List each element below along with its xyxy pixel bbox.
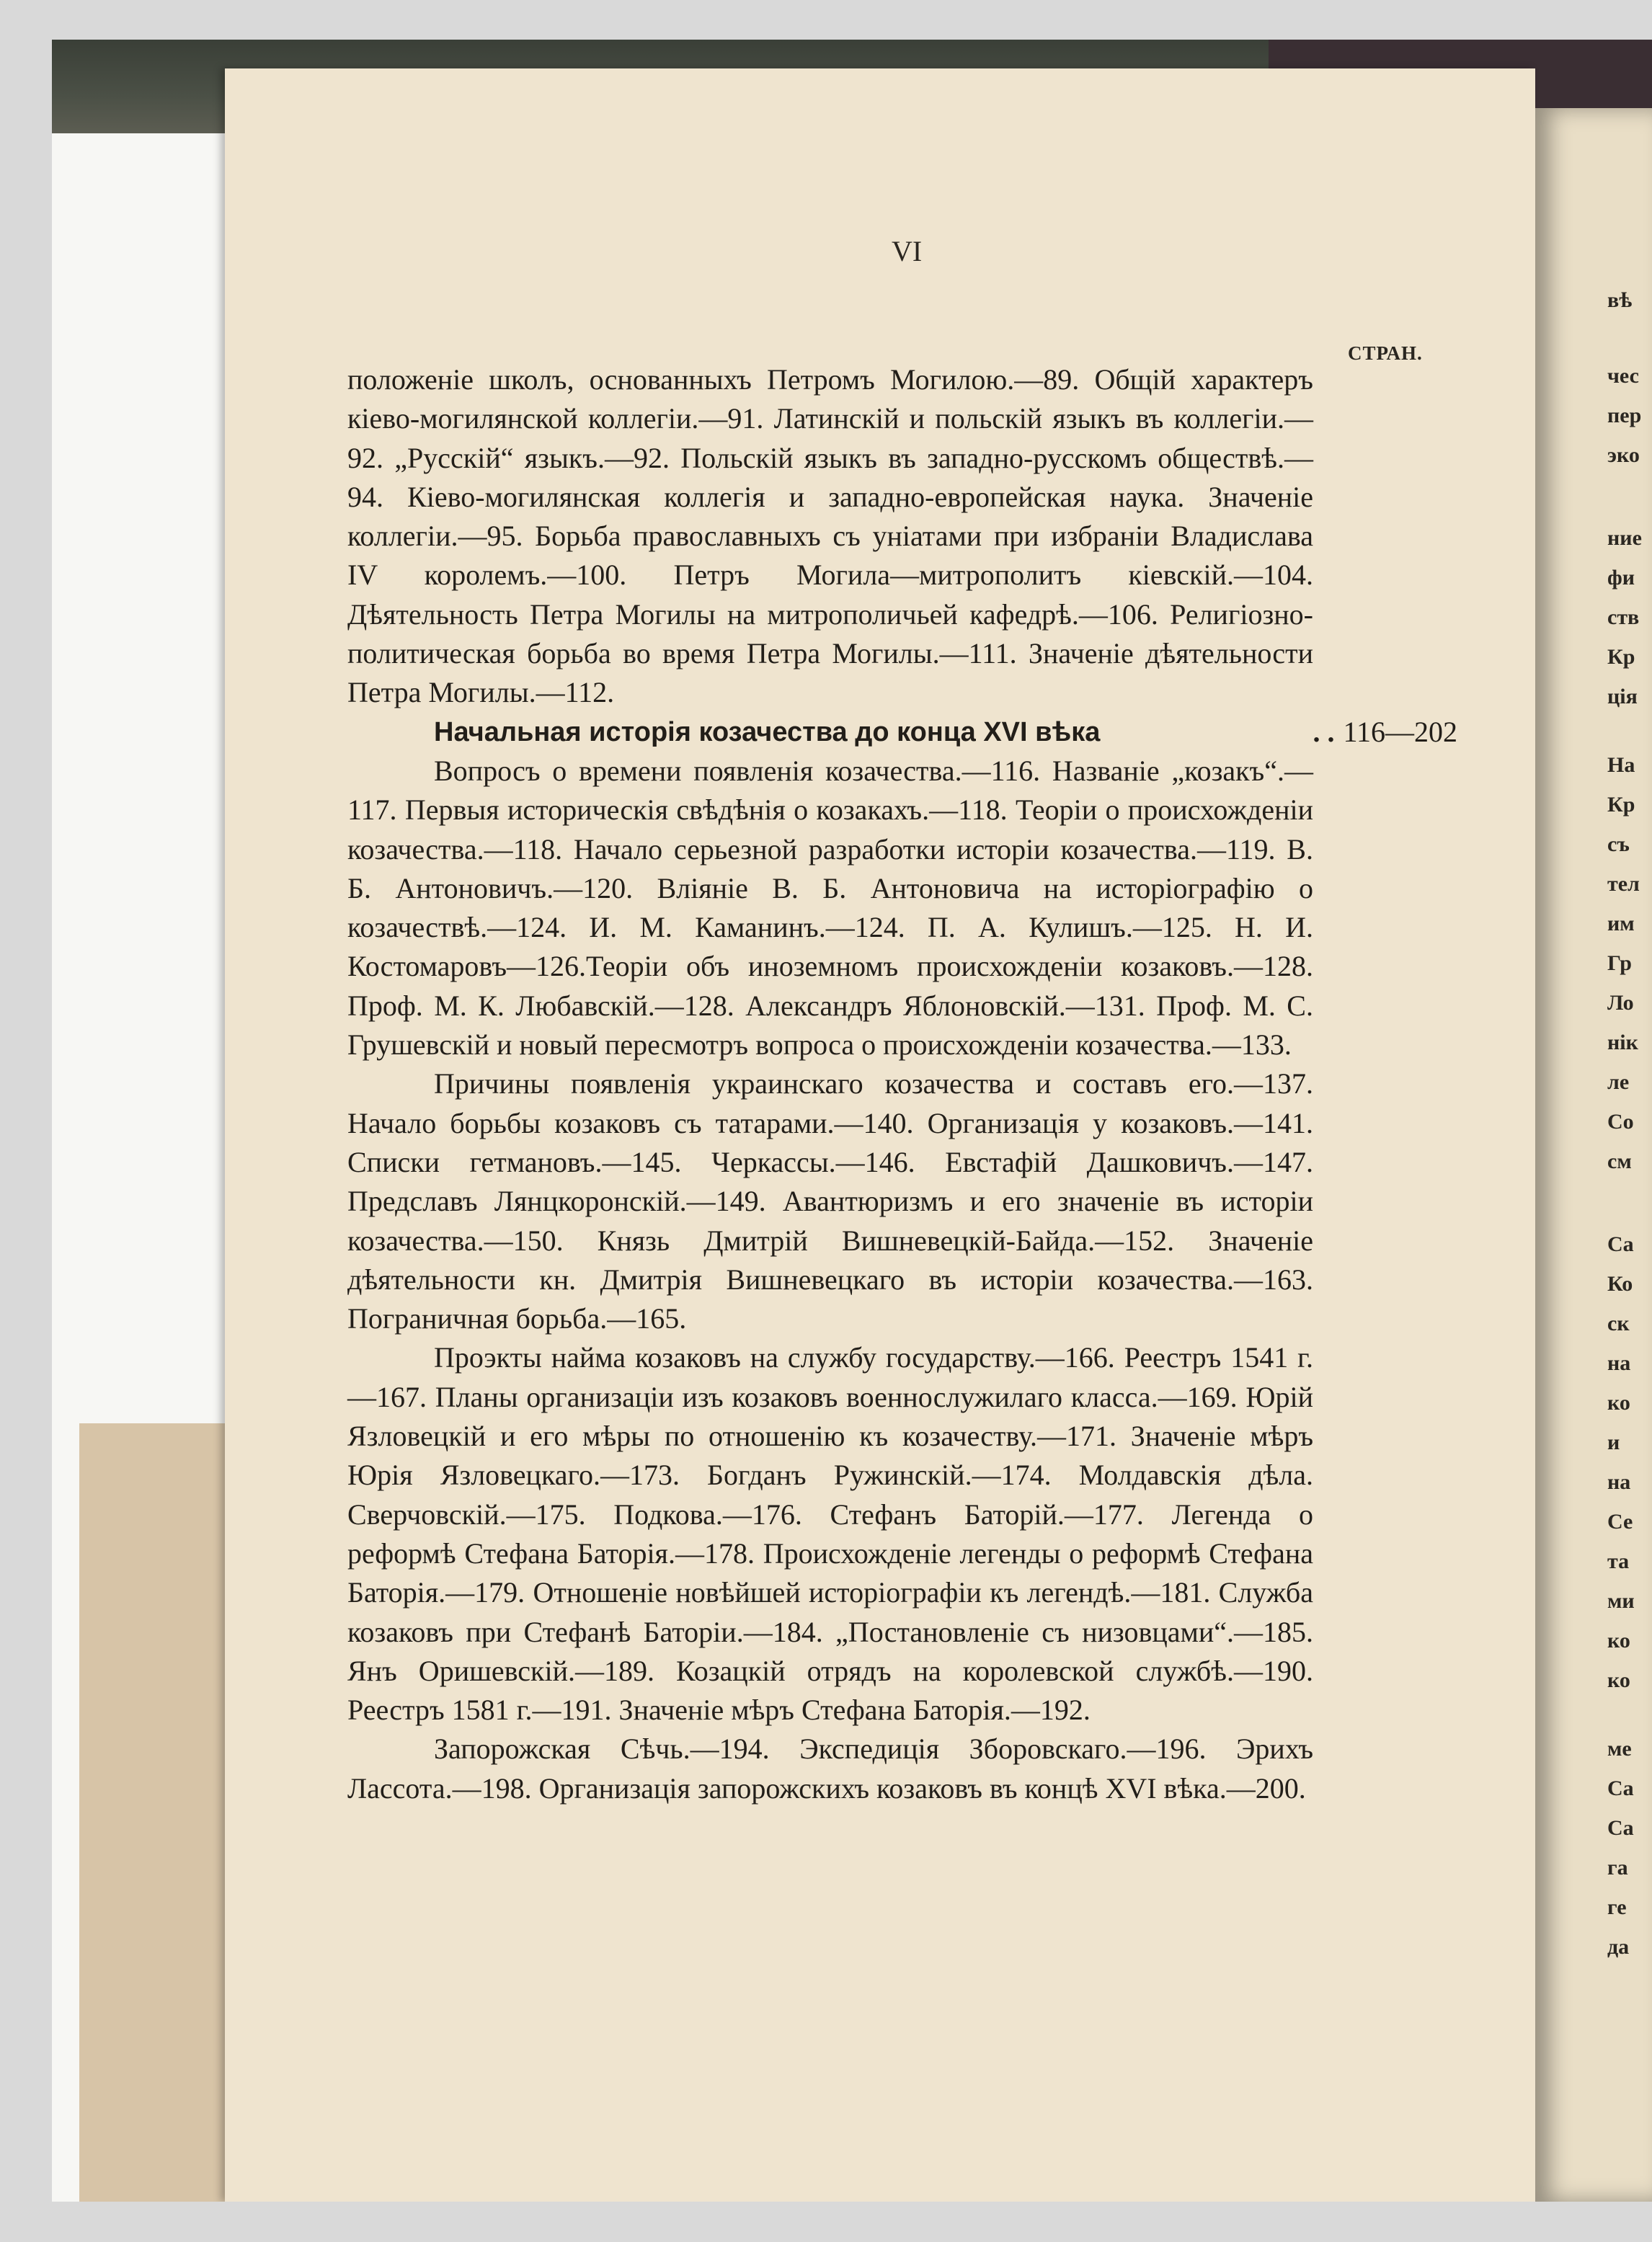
- facing-page-fragment: ств: [1607, 605, 1640, 629]
- facing-page-fragment: га: [1607, 1856, 1628, 1880]
- scan-background-bottom: [0, 2202, 1652, 2242]
- facing-page-fragment: Се: [1607, 1510, 1633, 1534]
- facing-page-fragment: Са: [1607, 1776, 1634, 1800]
- facing-page-fragment: на: [1607, 1351, 1631, 1375]
- facing-page-fragment: нiк: [1607, 1031, 1638, 1054]
- facing-page-fragment: Са: [1607, 1816, 1634, 1840]
- section-title: Начальная исторiя козачества до конца XVI вѣка: [434, 716, 1101, 747]
- facing-page-fragment: чес: [1607, 364, 1639, 388]
- paragraph-origins: Вопросъ о времени появленiя козачества.—116. Названiе „козакъ“.—117. Первыя историческiя свѣдѣнiя о козакахъ.—118. Теорiи о происхожденiи козачества.—118. Начало серьезной разработки исторiи козачества.—119. В. Б. Антоновичъ.—120. Влiянiе В. Б. Антоновича на исторiографiю о козачествѣ.—124. И. М. Каманинъ.—124. П. А. Кулишъ.—125. Н. И. Костомаровъ—126.Теорiи объ иноземномъ происхожденiи козаковъ.—128. Проф. М. К. Любавскiй.—128. Александръ Яблоновскiй.—131. Проф. М. С. Грушевскiй и новый пересмотръ вопроса о происхожденiи козачества.—133.: [347, 754, 1313, 1062]
- facing-page: [1535, 108, 1652, 2202]
- facing-page-fragment: Кр: [1607, 793, 1635, 817]
- facing-page-fragment: На: [1607, 753, 1635, 777]
- paper-edge-left: [79, 1423, 231, 2202]
- facing-page-fragment: ко: [1607, 1391, 1630, 1415]
- facing-page-fragment: Со: [1607, 1110, 1634, 1134]
- facing-page-fragment: ск: [1607, 1312, 1630, 1335]
- section-heading-row: [347, 713, 1457, 752]
- facing-page-fragment: на: [1607, 1470, 1631, 1494]
- facing-page-fragment: ме: [1607, 1737, 1632, 1761]
- pages-column-header: СТРАН.: [1348, 342, 1423, 364]
- facing-page-fragment: та: [1607, 1549, 1630, 1573]
- facing-page-fragment: Гр: [1607, 951, 1632, 975]
- facing-page-fragment: эко: [1607, 443, 1640, 467]
- facing-page-fragment: Ко: [1607, 1272, 1633, 1296]
- section-leader-dots: . .: [1313, 715, 1335, 748]
- facing-page-fragment: ко: [1607, 1668, 1630, 1692]
- facing-page-fragment: пер: [1607, 404, 1642, 427]
- facing-page-fragment: ко: [1607, 1629, 1630, 1652]
- intro-paragraph: положенiе школъ, основанныхъ Петромъ Могилою.—89. Общiй характеръ кiево-могилянской коллегiи.—91. Латинскiй и польскiй языкъ въ коллегiи.—92. „Русскiй“ языкъ.—92. Польскiй языкъ въ западно-русскомъ обществѣ.—94. Кiево-могилянская коллегiя и западно-европейская наука. Значенiе коллегiи.—95. Борьба православныхъ съ унiатами при избранiи Владислава IV королемъ.—100. Петръ Могила—митрополитъ кiевскiй.—104. Дѣятельность Петра Могилы на митрополичьей кафедрѣ.—106. Религiозно-политическая борьба во время Петра Могилы.—111. Значенiе дѣятельности Петра Могилы.—112.: [347, 363, 1313, 709]
- facing-page-fragment: ге: [1607, 1895, 1627, 1919]
- paragraph-projects: Проэкты найма козаковъ на службу государству.—166. Реестръ 1541 г.—167. Планы организацiи изъ козаковъ военнослужилаго класса.—169. Юрiй Язловецкiй и его мѣры по отношенiю къ козачеству.—171. Значенiе мѣръ Юрiя Язловецкаго.—173. Богданъ Ружинскiй.—174. Молдавскiя дѣла. Сверчовскiй.—175. Подкова.—176. Стефанъ Баторiй.—177. Легенда о реформѣ Стефана Баторiя.—178. Происхожденiе легенды о реформѣ Стефана Баторiя.—179. Отношенiе новѣйшей исторiографiи къ легендѣ.—181. Служба козаковъ при Стефанѣ Баторiи.—184. „Постановленiе съ низовцами“.—185. Янъ Оришевскiй.—189. Козацкiй отрядъ на королевской службѣ.—190. Реестръ 1581 г.—191. Значенiе мѣръ Стефана Баторiя.—192.: [347, 1341, 1313, 1727]
- facing-page-fragment: Са: [1607, 1232, 1634, 1256]
- facing-page-fragment: вѣ: [1607, 288, 1633, 312]
- paragraph-causes: Причины появленiя украинскаго козачества и составъ его.—137. Начало борьбы козаковъ съ татарами.—140. Организацiя у козаковъ.—141. Списки гетмановъ.—145. Черкассы.—146. Евстафiй Дашковичъ.—147. Предславъ Лянцкоронскiй.—149. Авантюризмъ и его значенiе въ исторiи козачества.—150. Князь Дмитрiй Вишневецкiй-Байда.—152. Значенiе дѣятельности кн. Дмитрiя Вишневецкаго въ исторiи козачества.—163. Пограничная борьба.—165.: [347, 1067, 1313, 1335]
- facing-page-fragment: ле: [1607, 1070, 1630, 1094]
- facing-page-fragment: ние: [1607, 526, 1642, 550]
- facing-page-fragment: см: [1607, 1149, 1632, 1173]
- page-number: VI: [892, 235, 923, 267]
- facing-page-fragment: съ: [1607, 832, 1630, 856]
- facing-page-fragment: Кр: [1607, 645, 1635, 669]
- facing-page-fragment: им: [1607, 912, 1635, 935]
- facing-page-fragment: ми: [1607, 1589, 1635, 1613]
- facing-page-fragment: да: [1607, 1935, 1630, 1959]
- facing-page-fragment: Ло: [1607, 991, 1634, 1015]
- paragraph-zaporozhian-sich: Запорожская Сѣчь.—194. Экспедицiя Зборовскаго.—196. Эрихъ Лассота.—198. Организацiя запорожскихъ козаковъ въ концѣ XVI вѣка.—200.: [347, 1732, 1313, 1805]
- facing-page-fragment: тел: [1607, 872, 1640, 896]
- facing-page-fragment: и: [1607, 1431, 1620, 1454]
- facing-page-fragment: фи: [1607, 566, 1635, 590]
- facing-page-fragment: цiя: [1607, 685, 1638, 708]
- section-page-range: 116—202: [1343, 715, 1457, 748]
- table-of-contents-text: [347, 360, 1457, 1808]
